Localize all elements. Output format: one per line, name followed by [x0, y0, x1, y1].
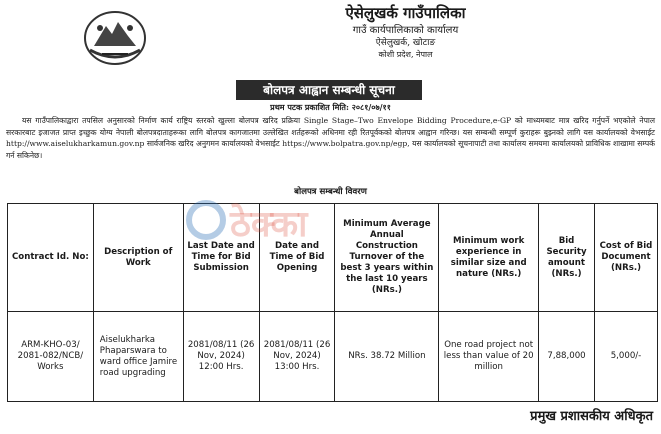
header-experience: Minimum work experience in similar size and nature (NRs.)	[439, 204, 539, 312]
cell-experience: One road project not less than value of 20 million	[439, 312, 539, 402]
cell-doc-cost: 5,000/-	[594, 312, 657, 402]
cell-contract-id: ARM-KHO-03/ 2081-082/NCB/ Works	[8, 312, 94, 402]
office-province: कोशी प्रदेश, नेपाल	[378, 50, 433, 59]
cell-description: Aiselukharka Phaparswara to ward office Jamire road upgrading	[93, 312, 183, 402]
header-contract-id: Contract Id. No:	[8, 204, 94, 312]
notice-paragraph: यस गाउँपालिकाद्वारा तपसिल अनुसारको निर्माण कार्य राष्ट्रिय स्तरको खुल्ला बोलपत्र खरिद प्रक्रिया Single Stage–Two Envelope Bidding Procedure,e-GP को माध्यमबाट मात्र खरिद गर्नुपर्ने भएकोले नेपाल सरकारबाट इजाजत प्राप्त इच्छुक योग्य नेपाली बोलपत्रदाताहरूका लागि बोलपत्र कागजातमा उल्लेखित शर्तहरूको अधिनमा रही रितपूर्वकको बोलपत्र आह्वान गरिन्छ। यस सम्बन्धी सम्पूर्ण कुराहरू बुझ्नको लागि यस कार्यालयको वेभसाईट http://www.aiselukharkamun.gov.np सार्वजनिक खरिद अनुगमन कार्यालयको वेभसाईट https://www.bolpatra.gov.np/egp, यस कार्यालयको सूचनापाटी तथा कार्यालय समयमा कार्यालयको प्राविधिक शाखामा सम्पर्क गर्न सकिनेछ।	[6, 116, 656, 160]
header-opening: Date and Time of Bid Opening	[259, 204, 335, 312]
signatory-title: प्रमुख प्रशासकीय अधिकृत	[530, 409, 653, 424]
header-doc-cost: Cost of Bid Document (NRs.)	[594, 204, 657, 312]
cell-bid-security: 7,88,000	[539, 312, 595, 402]
bid-details-table	[7, 203, 658, 402]
cell-turnover: NRs. 38.72 Million	[335, 312, 439, 402]
municipality-name: ऐसेलुखर्क गाउँपालिका	[345, 4, 466, 22]
nepal-emblem-icon	[80, 6, 150, 66]
watermark-text: ठेक्का	[230, 204, 308, 245]
header-turnover: Minimum Average Annual Construction Turnover of the best 3 years within the last 10 years (NRs.)	[335, 204, 439, 312]
notice-title: बोलपत्र आह्वान सम्बन्धी सूचना	[236, 80, 422, 100]
office-name: गाउँ कार्यपालिकाको कार्यालय	[352, 25, 459, 36]
table-header-row	[8, 204, 658, 312]
publication-date: प्रथम पटक प्रकाशित मिति: २०८१/०७/११	[270, 102, 391, 112]
header-description: Description of Work	[93, 204, 183, 312]
header-bid-security: Bid Security amount (NRs.)	[539, 204, 595, 312]
cell-submission: 2081/08/11 (26 Nov, 2024) 12:00 Hrs.	[183, 312, 259, 402]
header-submission: Last Date and Time for Bid Submission	[183, 204, 259, 312]
table-row	[8, 312, 658, 402]
section-heading: बोलपत्र सम्बन्धी विवरण	[294, 187, 367, 197]
letterhead	[150, 4, 661, 60]
office-location: ऐसेलुखर्क, खोटाङ	[375, 38, 436, 48]
cell-opening: 2081/08/11 (26 Nov, 2024) 13:00 Hrs.	[259, 312, 335, 402]
